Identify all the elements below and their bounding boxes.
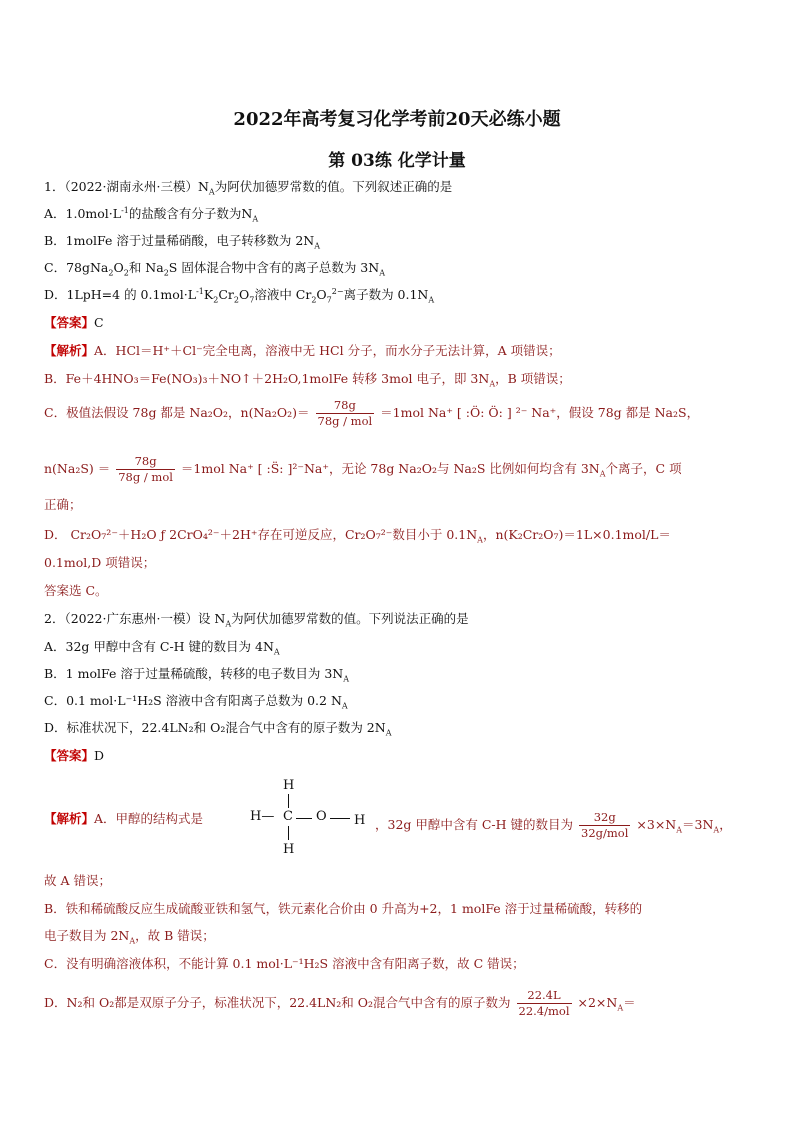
q2-explanation-b2: 电子数目为 $2N_A$，故 B 错误；	[44, 928, 215, 946]
q1-stem: 1．（2022·湖南永州·三模）$N_A$为阿伏加德罗常数的值。下列叙述正确的是	[44, 179, 453, 197]
q2-explanation-d: D．N₂和 O₂都是双原子分子，标准状况下，22.4LN₂和 O₂混合气中含有的原子数为 $\frac{22.4L}{\text{22.4/mol}}$ $\times 2\times N_A=$	[44, 988, 636, 1018]
q1-option-a: A．$1.0mol\cdot L^{-1}$的盐酸含有分子数为$N_A$	[44, 205, 259, 224]
q1-explanation-b: B．Fe＋4HNO₃＝Fe(NO₃)₃＋NO↑＋2H₂O,1molFe 转移 3mol 电子，即 $3N_A$，B 项错误；	[44, 371, 571, 389]
q1-option-d: D．1LpH=4 的 $0.1mol\cdot L^{-1}K_2Cr_2O_7$溶液中 $Cr_2O_7^{2-}$离子数为 $0.1N_A$	[44, 286, 435, 305]
q1-explanation-d1: D． Cr₂O₇²⁻＋H₂O ƒ 2CrO₄²⁻＋2H⁺存在可逆反应，Cr₂O₇²⁻数目小于 $0.1N_A$，n(K₂Cr₂O₇)＝1L×0.1mol/L＝	[44, 527, 671, 545]
q1-explanation-c1: C．极值法假设 78g 都是 Na₂O₂，n(Na₂O₂)＝ $\frac{78g}{\text{78g / mol}}$ ＝1mol Na⁺ [ :Ö: Ö: ] ²⁻ Na⁺，假设 78g 都是 Na₂S，	[44, 398, 700, 428]
q1-option-c: C．$78gNa_2O_2$和 $Na_2S$ 固体混合物中含有的离子总数为 $3N_A$	[44, 260, 385, 278]
fraction: $\frac{22.4L}{\text{22.4/mol}}$	[518, 988, 570, 1018]
fraction: $\frac{32g}{\text{32g/mol}}$	[581, 810, 629, 840]
q2-explanation-a1: 【解析】A．甲醇的结构式是	[44, 811, 204, 826]
methanol-structure: H H— C O H H	[250, 778, 366, 857]
q2-option-a: A．32g 甲醇中含有 C-H 键的数目为 $4N_A$	[44, 639, 280, 657]
page-subtitle: 第 03练 化学计量	[328, 151, 466, 171]
q1-explanation-c3: 正确；	[44, 497, 82, 512]
page-title: 2022年高考复习化学考前20天必练小题	[233, 109, 561, 130]
fraction: $\frac{78g}{\text{78g / mol}}$	[118, 454, 173, 484]
q1-explanation-a: 【解析】A．HCl＝H⁺＋Cl⁻完全电离，溶液中无 HCl 分子，而水分子无法计算，A 项错误；	[44, 343, 561, 358]
q1-option-b: B．1molFe 溶于过量稀硝酸，电子转移数为 $2N_A$	[44, 233, 321, 251]
q1-explanation-c2: n(Na₂S) ＝ $\frac{78g}{\text{78g / mol}}$ ＝1mol Na⁺ [ :S̈: ]²⁻Na⁺，无论 78g Na₂O₂与 Na₂S 比例如何均含有 $3N_A$个离子，C 项	[44, 454, 682, 484]
q1-explanation-d2: 0.1mol,D 项错误；	[44, 555, 156, 570]
q1-answer: 【答案】C	[44, 315, 104, 330]
fraction: $\frac{78g}{\text{78g / mol}}$	[317, 398, 373, 428]
q1-final: 答案选 C。	[44, 583, 108, 598]
q2-stem: 2．（2022·广东惠州·一模）设 $N_A$为阿伏加德罗常数的值。下列说法正确的是	[44, 611, 469, 629]
q2-option-d: D．标准状况下，22.4LN₂和 O₂混合气中含有的原子数为 $2N_A$	[44, 720, 392, 738]
q2-explanation-a3: 故 A 错误；	[44, 873, 111, 888]
q2-option-b: B．1 molFe 溶于过量稀硫酸，转移的电子数目为 $3N_A$	[44, 666, 349, 684]
q2-explanation-a2: ，32g 甲醇中含有 C-H 键的数目为 $\frac{32g}{\text{32g/mol}}$ $\times 3\times N_A=3N_A$，	[375, 810, 732, 840]
q2-option-c: C．0.1 mol·L⁻¹H₂S 溶液中含有阳离子总数为 0.2 $N_A$	[44, 693, 348, 711]
q2-explanation-b1: B．铁和稀硫酸反应生成硫酸亚铁和氢气，铁元素化合价由 0 升高为+2，1 molFe 溶于过量稀硫酸，转移的	[44, 901, 643, 916]
q2-explanation-c: C．没有明确溶液体积，不能计算 0.1 mol·L⁻¹H₂S 溶液中含有阳离子数，故 C 错误；	[44, 956, 525, 971]
q2-answer: 【答案】D	[44, 748, 105, 763]
